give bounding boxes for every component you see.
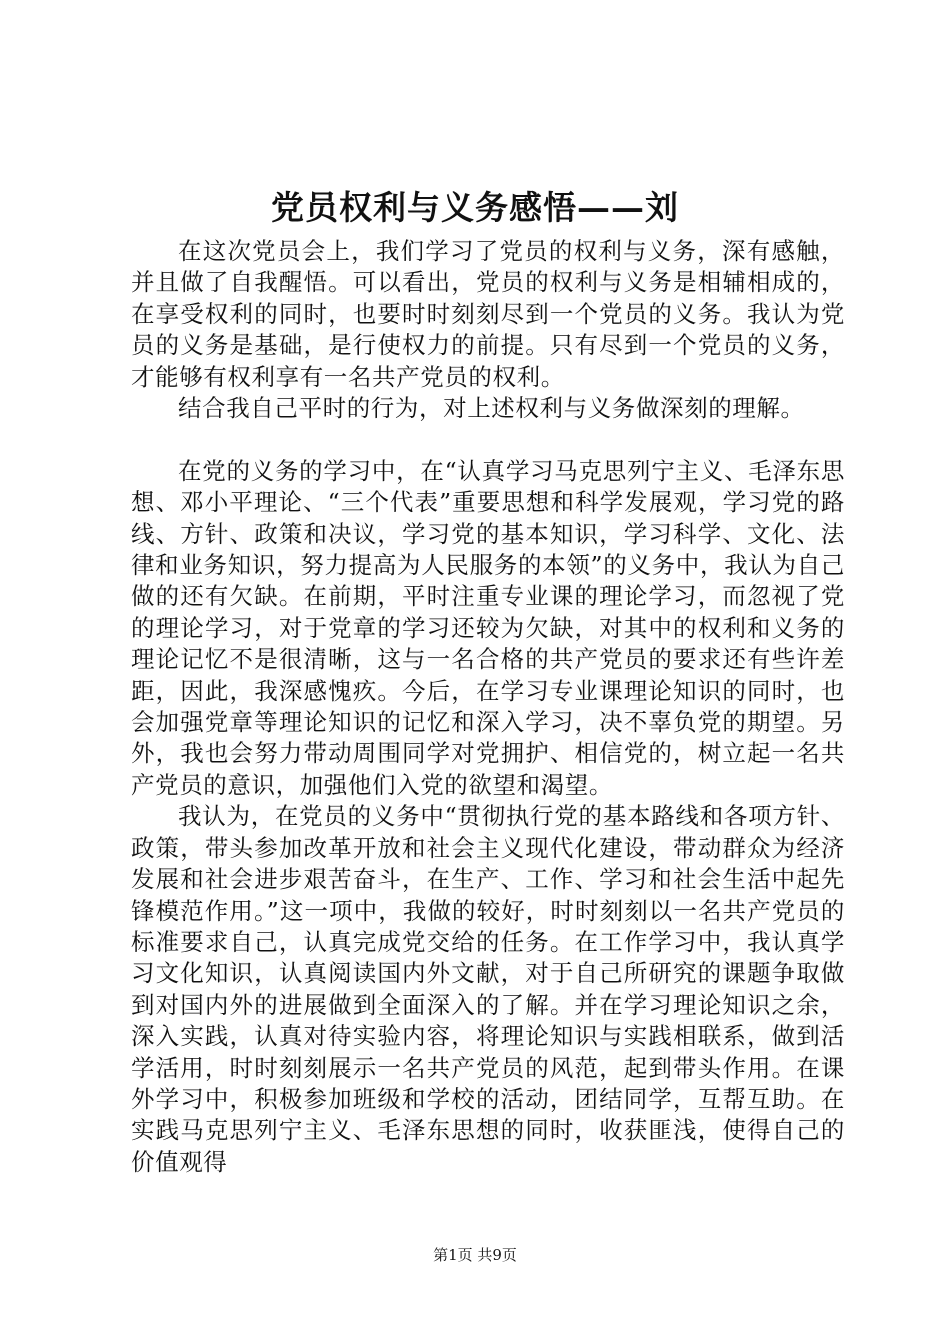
- document-body: [131, 236, 845, 1178]
- paragraph-study-duty: 在党的义务的学习中，在“认真学习马克思列宁主义、毛泽东思想、邓小平理论、“三个代表”重要思想和科学发展观，学习党的路线、方针、政策和决议，学习党的基本知识，学习科学、文化、法律和业务知识，努力提高为人民服务的本领”的义务中，我认为自己做的还有欠缺。在前期，平时注重专业课的理论学习，而忽视了党的理论学习，对于党章的学习还较为欠缺，对其中的权利和义务的理论记忆不是很清晰，这与一名合格的共产党员的要求还有些许差距，因此，我深感愧疚。今后，在学习专业课理论知识的同时，也会加强党章等理论知识的记忆和深入学习，决不辜负党的期望。另外，我也会努力带动周围同学对党拥护、相信党的，树立起一名共产党员的意识，加强他们入党的欲望和渴望。: [131, 456, 845, 799]
- paragraph-gap: [131, 424, 845, 455]
- paragraph-summary: 结合我自己平时的行为，对上述权利与义务做深刻的理解。: [178, 394, 805, 423]
- paragraph-intro: 在这次党员会上，我们学习了党员的权利与义务，深有感触，并且做了自我醒悟。可以看出，党员的权利与义务是相辅相成的，在享受权利的同时，也要时时刻刻尽到一个党员的义务。我认为党员的义务是基础，是行使权力的前提。只有尽到一个党员的义务，才能够有权利享有一名共产党员的权利。: [131, 237, 845, 391]
- paragraph-exemplary-duty: 我认为，在党员的义务中“贯彻执行党的基本路线和各项方针、政策，带头参加改革开放和社会主义现代化建设，带动群众为经济发展和社会进步艰苦奋斗，在生产、工作、学习和社会生活中起先锋模范作用。”这一项中，我做的较好，时时刻刻以一名共产党员的标准要求自己，认真完成党交给的任务。在工作学习中，我认真学习文化知识，认真阅读国内外文献，对于自己所研究的课题争取做到对国内外的进展做到全面深入的了解。并在学习理论知识之余，深入实践，认真对待实验内容，将理论知识与实践相联系，做到活学活用，时时刻刻展示一名共产党员的风范，起到带头作用。在课外学习中，积极参加班级和学校的活动，团结同学，互帮互助。在实践马克思列宁主义、毛泽东思想的同时，收获匪浅，使得自己的价值观得: [131, 802, 845, 1176]
- page-number-footer: 第1页 共9页: [433, 1246, 517, 1264]
- document-title: 党员权利与义务感悟——刘: [271, 188, 679, 227]
